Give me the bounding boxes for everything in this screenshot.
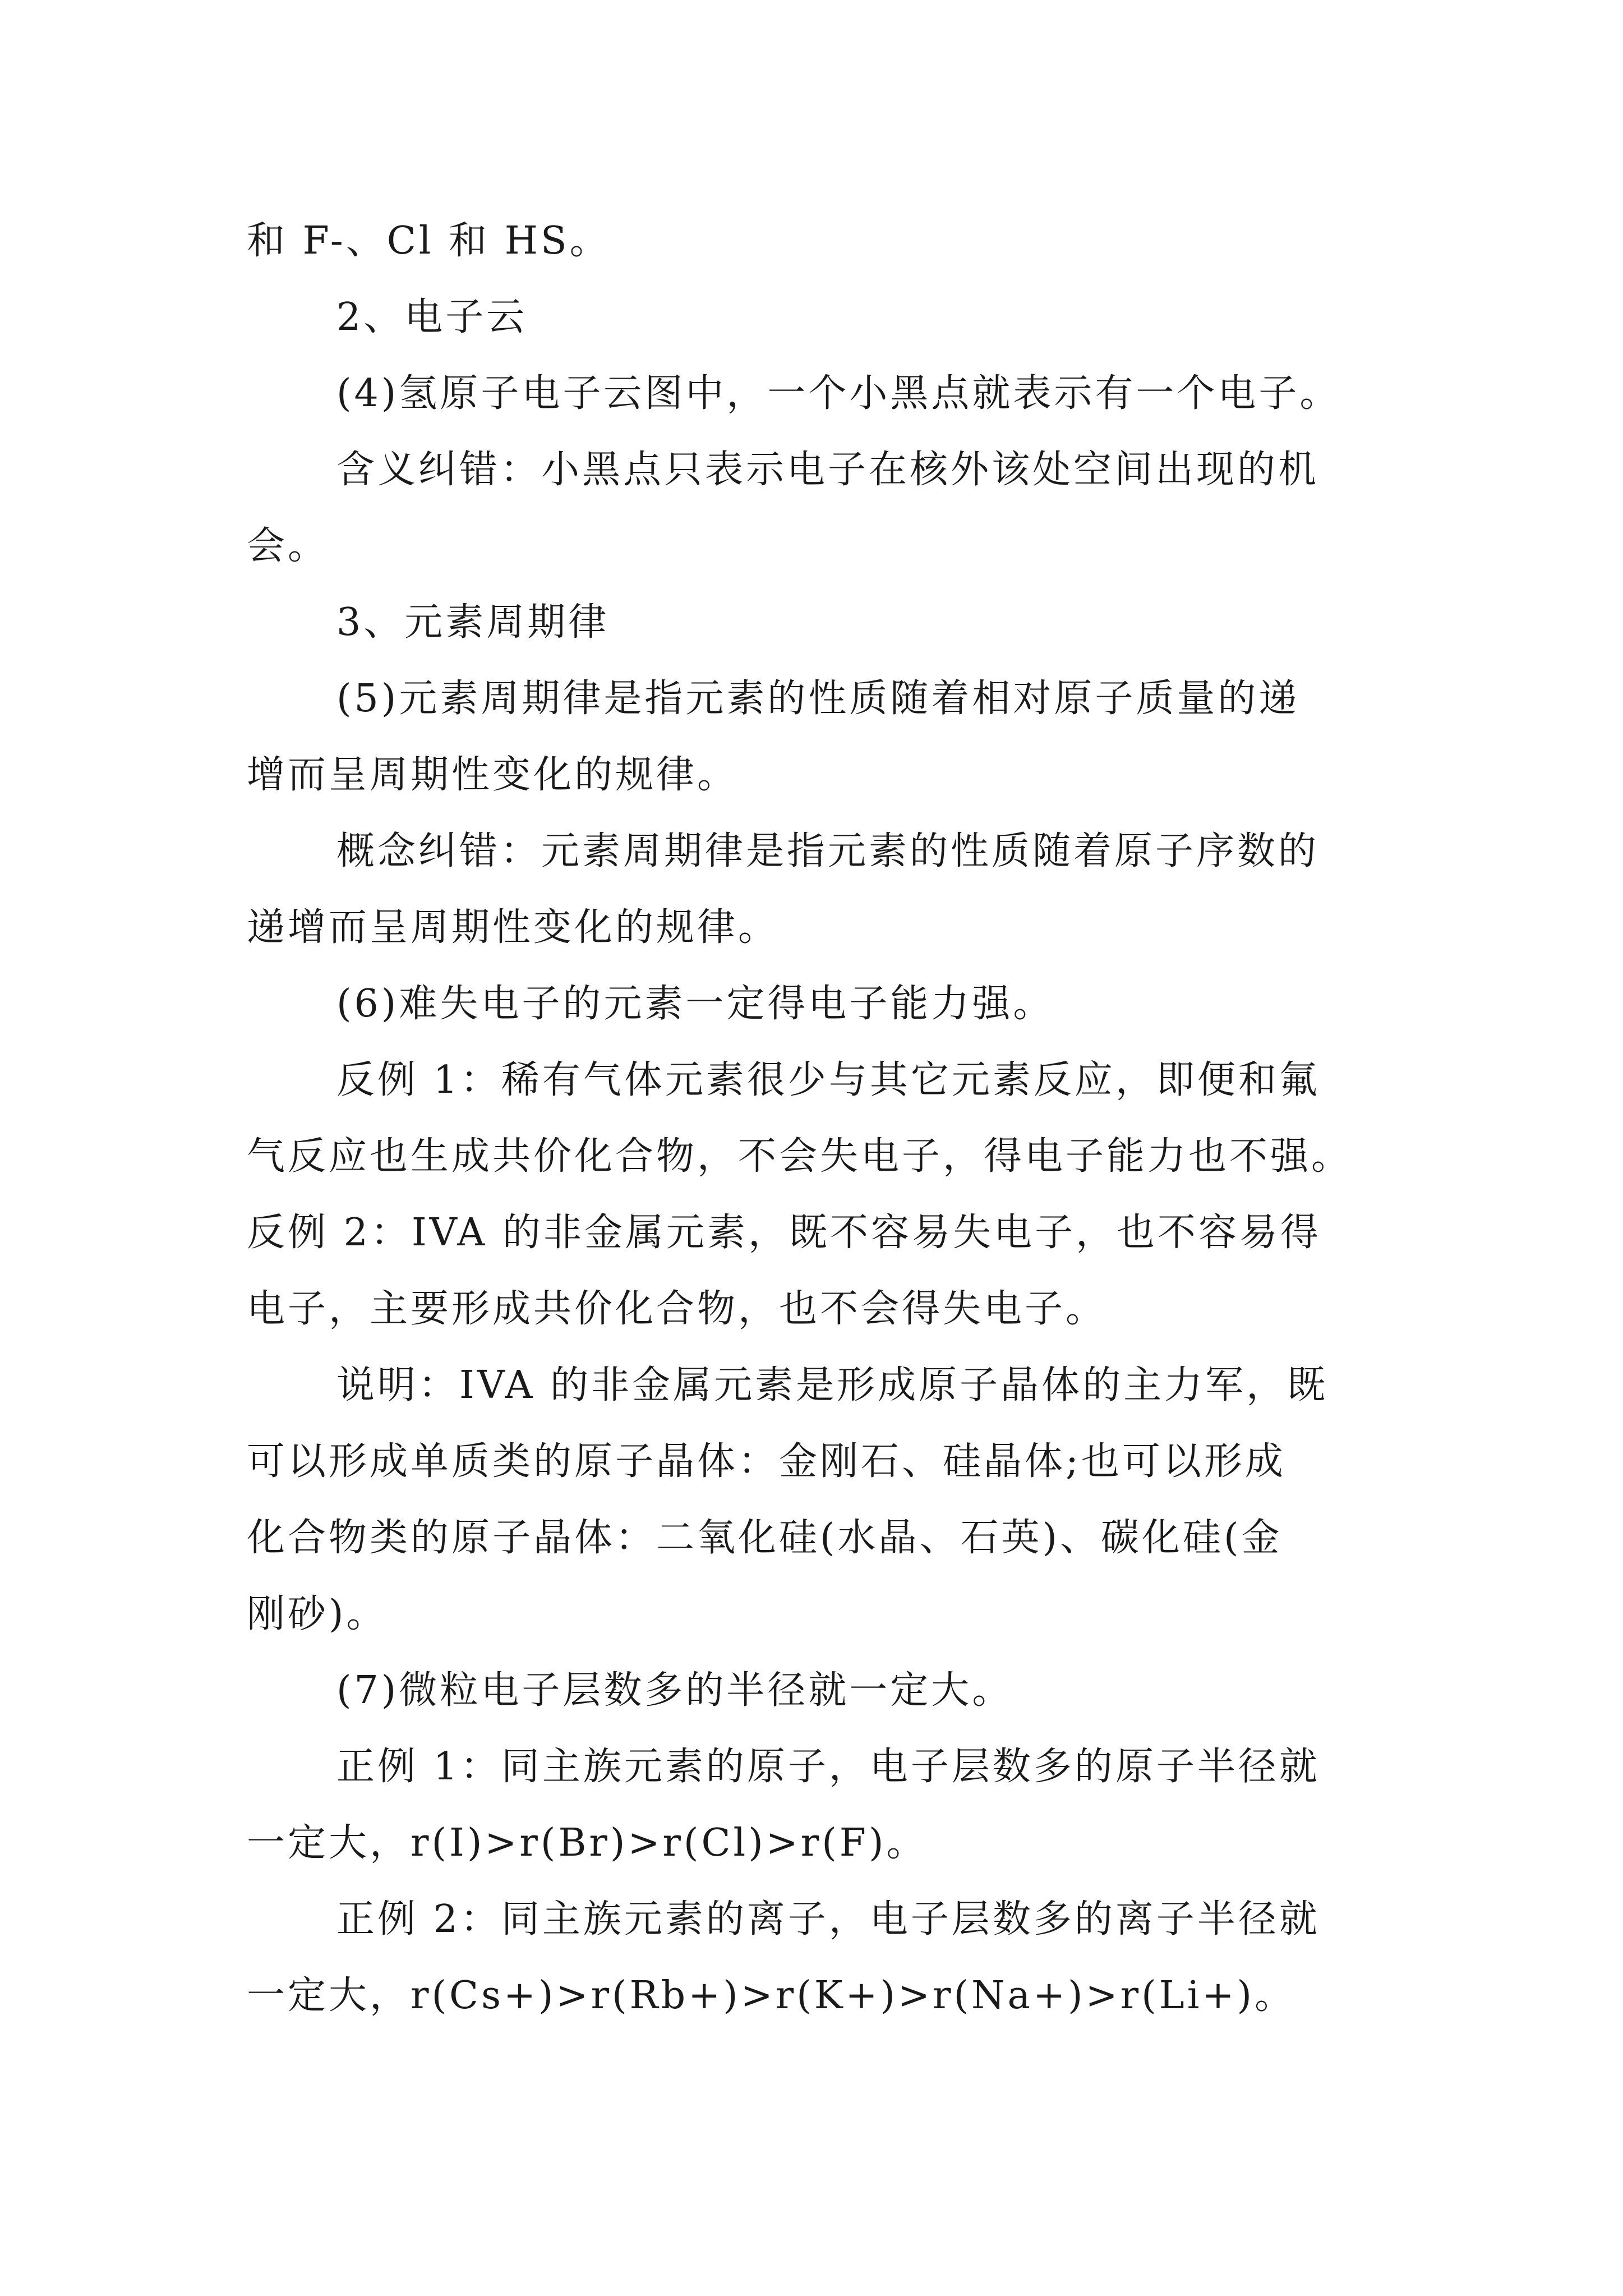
text-line: 电子，主要形成共价化合物，也不会得失电子。 [247, 1287, 1107, 1331]
text-line: (7)微粒电子层数多的半径就一定大。 [336, 1668, 1013, 1713]
text-line: (6)难失电子的元素一定得电子能力强。 [336, 982, 1054, 1026]
text-line: 可以形成单质类的原子晶体：金刚石、硅晶体;也可以形成 [247, 1439, 1286, 1484]
text-line: 会。 [247, 524, 329, 568]
text-line: 含义纠错：小黑点只表示电子在核外该处空间出现的机 [336, 448, 1320, 492]
section-heading: 3、元素周期律 [336, 600, 610, 645]
text-line: 反例 1：稀有气体元素很少与其它元素反应，即便和氟 [336, 1058, 1320, 1102]
text-line: (5)元素周期律是指元素的性质随着相对原子质量的递 [336, 677, 1300, 721]
text-line: 说明：IVA 的非金属元素是形成原子晶体的主力军，既 [336, 1363, 1329, 1407]
text-line: 正例 2：同主族元素的离子，电子层数多的离子半径就 [336, 1897, 1320, 1941]
text-line: 一定大，r(I)>r(Br)>r(Cl)>r(F)。 [247, 1821, 928, 1865]
text-line: 化合物类的原子晶体：二氧化硅(水晶、石英)、碳化硅(金 [247, 1516, 1283, 1560]
text-line: 增而呈周期性变化的规律。 [247, 753, 739, 797]
text-line: 正例 1：同主族元素的原子，电子层数多的原子半径就 [336, 1745, 1320, 1789]
text-line: 一定大，r(Cs+)>r(Rb+)>r(K+)>r(Na+)>r(Li+)。 [247, 1973, 1296, 2018]
text-line: 刚砂)。 [247, 1592, 388, 1636]
text-line: 和 F-、Cl 和 HS。 [247, 219, 611, 263]
text-line: 概念纠错：元素周期律是指元素的性质随着原子序数的 [336, 829, 1320, 873]
section-heading: 2、电子云 [336, 295, 528, 339]
text-line: 递增而呈周期性变化的规律。 [247, 905, 780, 950]
text-line: 反例 2：IVA 的非金属元素，既不容易失电子，也不容易得 [247, 1211, 1321, 1255]
text-line: 气反应也生成共价化合物，不会失电子，得电子能力也不强。 [247, 1134, 1353, 1179]
text-line: (4)氢原子电子云图中，一个小黑点就表示有一个电子。 [336, 371, 1341, 416]
